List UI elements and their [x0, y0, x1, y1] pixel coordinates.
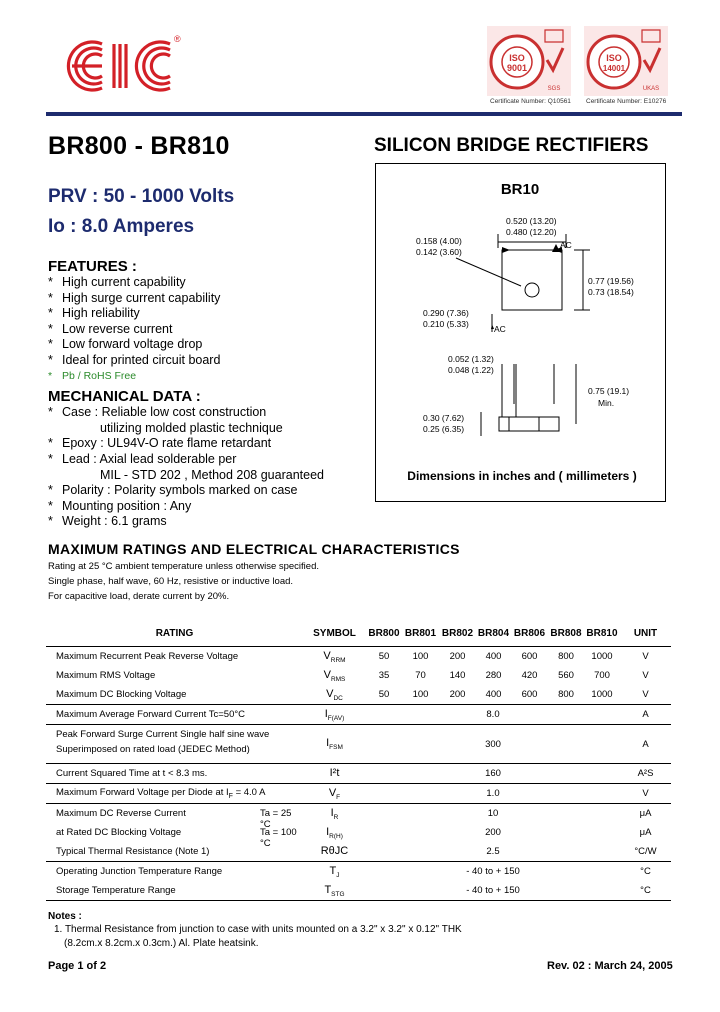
symbol-cell: $I_{F(AV)}$	[303, 705, 366, 725]
table-row	[46, 725, 671, 764]
svg-text:0.520 (13.20): 0.520 (13.20)	[506, 216, 557, 226]
list-item: * Mounting position : Any	[48, 498, 192, 513]
svg-text:0.25 (6.35): 0.25 (6.35)	[423, 424, 465, 434]
cert2-caption: Certificate Number: E10276	[586, 98, 667, 105]
table-row	[46, 823, 671, 842]
svg-text:ISO: ISO	[606, 53, 622, 63]
rating-cell: Storage Temperature Range	[56, 885, 176, 896]
iso14001-badge	[584, 26, 668, 96]
rating-cell: Maximum RMS Voltage	[56, 670, 156, 681]
io-spec: Io : 8.0 Amperes	[48, 216, 195, 237]
value-cell: 10	[366, 804, 620, 824]
note-1b: (8.2cm.x 8.2cm.x 0.3cm.) Al. Plate heatsink.	[64, 938, 259, 949]
list-item: * Epoxy : UL94V-O rate flame retardant	[48, 436, 272, 451]
note-1: 1. Thermal Resistance from junction to case with units mounted on a 3.2" x 3.2" x 0.12" THK	[54, 924, 462, 935]
value-cell: 600	[521, 689, 538, 700]
value-cell: 200	[449, 689, 466, 700]
list-item: * Ideal for printed circuit board	[48, 352, 221, 367]
list-item: * High current capability	[48, 275, 186, 289]
ratings-heading: MAXIMUM RATINGS AND ELECTRICAL CHARACTERISTICS	[48, 541, 460, 557]
package-top-view	[502, 250, 562, 310]
mechanical-list	[48, 405, 324, 530]
list-item: * Low forward voltage drop	[48, 337, 203, 352]
unit-cell: A	[620, 725, 671, 764]
iso9001-badge	[487, 26, 571, 96]
package-side-view	[499, 417, 559, 431]
table-row	[46, 881, 671, 901]
ratings-note-2: Single phase, half wave, 60 Hz, resistive or inductive load.	[48, 576, 294, 587]
table-row	[46, 784, 671, 804]
value-cell: 50	[378, 689, 390, 700]
col-br806: BR806	[513, 627, 546, 639]
col-br804: BR804	[477, 627, 510, 639]
rating-cell: Maximum DC Blocking Voltage	[56, 689, 187, 700]
symbol-cell: $V_{RRM}$	[303, 647, 366, 667]
unit-cell: A²S	[620, 764, 671, 784]
rating-cell: Maximum Average Forward Current Tc=50°C	[46, 705, 303, 725]
table-row	[46, 862, 671, 882]
value-cell: 200	[439, 647, 476, 667]
col-br800: BR800	[368, 627, 400, 639]
unit-cell: °C	[620, 862, 671, 882]
table-row	[46, 666, 671, 685]
value-cell: 560	[558, 670, 574, 681]
svg-text:0.77 (19.56): 0.77 (19.56)	[588, 276, 634, 286]
svg-text:ISO: ISO	[509, 53, 525, 63]
registered-mark: ®	[174, 34, 181, 44]
value-cell: 200	[485, 827, 501, 838]
value-cell: 100	[412, 689, 429, 700]
symbol-cell: $T_J$	[303, 862, 366, 882]
symbol-cell: I²t	[303, 764, 366, 784]
value-cell: 420	[521, 670, 538, 681]
features-heading: FEATURES :	[48, 258, 137, 275]
value-cell: - 40 to + 150	[466, 885, 520, 896]
svg-text:0.142 (3.60): 0.142 (3.60)	[416, 247, 462, 257]
unit-cell: V	[620, 784, 671, 804]
svg-text:9001: 9001	[506, 63, 528, 73]
svg-text:SGS: SGS	[547, 86, 561, 92]
rating-cell: Maximum Forward Voltage per Diode at $I_F = 4.0$ A	[46, 784, 303, 804]
value-cell: 1000	[584, 647, 620, 667]
part-subtitle: SILICON BRIDGE RECTIFIERS	[374, 135, 649, 156]
table-row	[46, 685, 671, 705]
value-cell: 800	[558, 689, 574, 700]
features-list	[48, 275, 324, 384]
svg-text:0.048 (1.22): 0.048 (1.22)	[448, 365, 494, 375]
list-item: * Weight : 6.1 grams	[48, 514, 167, 529]
unit-cell: A	[620, 705, 671, 725]
table-row	[46, 804, 671, 824]
table-row	[46, 842, 671, 862]
list-item: * Polarity : Polarity symbols marked on case	[48, 483, 298, 498]
symbol-cell: $I_{FSM}$	[303, 725, 366, 764]
value-cell: 8.0	[366, 705, 620, 725]
value-cell: 1000	[591, 689, 613, 700]
package-name: BR10	[500, 181, 540, 198]
svg-text:14001: 14001	[602, 64, 626, 73]
unit-cell: V	[642, 670, 649, 681]
notes-section	[48, 911, 462, 949]
rating-cell: Peak Forward Surge Current Single half sine wave Superimposed on rated load (JEDEC Method)	[46, 725, 303, 764]
col-rating: RATING	[155, 627, 194, 639]
revision-date: Rev. 02 : March 24, 2005	[547, 960, 673, 972]
value-cell: 600	[511, 647, 548, 667]
table-row	[46, 705, 671, 725]
page-number: Page 1 of 2	[48, 960, 107, 972]
symbol-cell: $T_{STG}$	[324, 883, 345, 898]
dimensions-caption: Dimensions in inches and ( millimeters )	[407, 469, 637, 483]
unit-cell: V	[642, 689, 649, 700]
symbol-cell: $I_R$	[303, 804, 366, 824]
svg-text:AC: AC	[560, 240, 572, 250]
value-cell: 300	[366, 725, 620, 764]
list-item: utilizing molded plastic technique	[100, 420, 283, 435]
value-cell: 400	[476, 647, 511, 667]
unit-cell: V	[620, 647, 671, 667]
col-br802: BR802	[441, 627, 474, 639]
unit-cell: μA	[620, 804, 671, 824]
ratings-note-1: Rating at 25 °C ambient temperature unless otherwise specified.	[48, 561, 319, 572]
svg-text:0.73 (18.54): 0.73 (18.54)	[588, 287, 634, 297]
symbol-cell: RθJC	[320, 844, 349, 857]
list-item: * High surge current capability	[48, 290, 221, 305]
value-cell: 400	[485, 689, 502, 700]
col-unit: UNIT	[633, 627, 658, 639]
mechanical-heading: MECHANICAL DATA :	[48, 388, 201, 406]
value-cell: 2.5	[486, 846, 500, 857]
rating-cell: Maximum DC Reverse Current Ta = 25 °C	[46, 804, 303, 824]
svg-text:0.30 (7.62): 0.30 (7.62)	[423, 413, 465, 423]
svg-text:Min.: Min.	[598, 398, 615, 408]
ratings-note-3: For capacitive load, derate current by 20%.	[48, 591, 230, 602]
table-row	[46, 647, 671, 667]
features-section	[48, 258, 324, 530]
unit-cell: μA	[639, 827, 652, 838]
value-cell: 160	[366, 764, 620, 784]
col-br810: BR810	[586, 627, 618, 639]
rating-cell: Maximum Recurrent Peak Reverse Voltage	[46, 647, 303, 667]
unit-cell: °C/W	[634, 846, 657, 857]
list-item: * Case : Reliable low cost construction	[48, 405, 267, 420]
value-cell: 50	[366, 647, 402, 667]
cert1-caption: Certificate Number: Q10561	[490, 98, 571, 105]
col-symbol: SYMBOL	[313, 627, 356, 639]
svg-text:0.480 (12.20): 0.480 (12.20)	[506, 227, 557, 237]
svg-text:0.052 (1.32): 0.052 (1.32)	[448, 354, 494, 364]
unit-cell: °C	[640, 885, 651, 896]
value-cell: 280	[485, 670, 502, 681]
svg-text:AC: AC	[494, 324, 506, 334]
table-row	[46, 764, 671, 784]
svg-text:0.210 (5.33): 0.210 (5.33)	[423, 319, 469, 329]
value-cell: 70	[415, 670, 426, 681]
part-title: BR800 - BR810	[48, 132, 230, 160]
ratings-table	[46, 620, 671, 902]
col-br808: BR808	[550, 627, 582, 639]
symbol-cell: $V_F$	[303, 784, 366, 804]
svg-text:0.75 (19.1): 0.75 (19.1)	[588, 386, 630, 396]
rating-cell: at Rated DC Blocking Voltage Ta = 100 °C	[56, 827, 297, 849]
value-cell: 700	[594, 670, 610, 681]
notes-heading: Notes :	[48, 911, 82, 922]
table-header-row	[46, 620, 671, 647]
svg-text:0.290 (7.36): 0.290 (7.36)	[423, 308, 469, 318]
rohs-item: * Pb / RoHS Free	[48, 369, 137, 382]
value-cell: 100	[402, 647, 439, 667]
rating-cell: Typical Thermal Resistance (Note 1)	[56, 846, 210, 857]
prv-spec: PRV : 50 - 1000 Volts	[48, 186, 235, 207]
symbol-cell: $V_{DC}$	[326, 687, 343, 702]
col-br801: BR801	[404, 627, 437, 639]
symbol-cell: $I_{R(H)}$	[326, 825, 343, 840]
rating-cell: Current Squared Time at t < 8.3 ms.	[46, 764, 303, 784]
mounting-hole	[525, 283, 539, 297]
list-item: * High reliability	[48, 306, 140, 321]
value-cell: 1.0	[366, 784, 620, 804]
package-outline-box	[375, 163, 666, 502]
list-item: * Low reverse current	[48, 321, 173, 336]
header-rule	[46, 112, 682, 116]
value-cell: 35	[378, 670, 390, 681]
symbol-cell: $V_{RMS}$	[323, 668, 346, 683]
svg-text:0.158 (4.00): 0.158 (4.00)	[416, 236, 462, 246]
list-item: MIL - STD 202 , Method 208 guaranteed	[100, 467, 324, 482]
eic-logo	[62, 28, 186, 98]
value-cell: 800	[548, 647, 584, 667]
svg-text:UKAS: UKAS	[642, 86, 660, 92]
value-cell: 140	[449, 670, 466, 681]
list-item: * Lead : Axial lead solderable per	[48, 451, 237, 466]
rating-cell: Operating Junction Temperature Range	[46, 862, 303, 882]
value-cell: - 40 to + 150	[366, 862, 620, 882]
